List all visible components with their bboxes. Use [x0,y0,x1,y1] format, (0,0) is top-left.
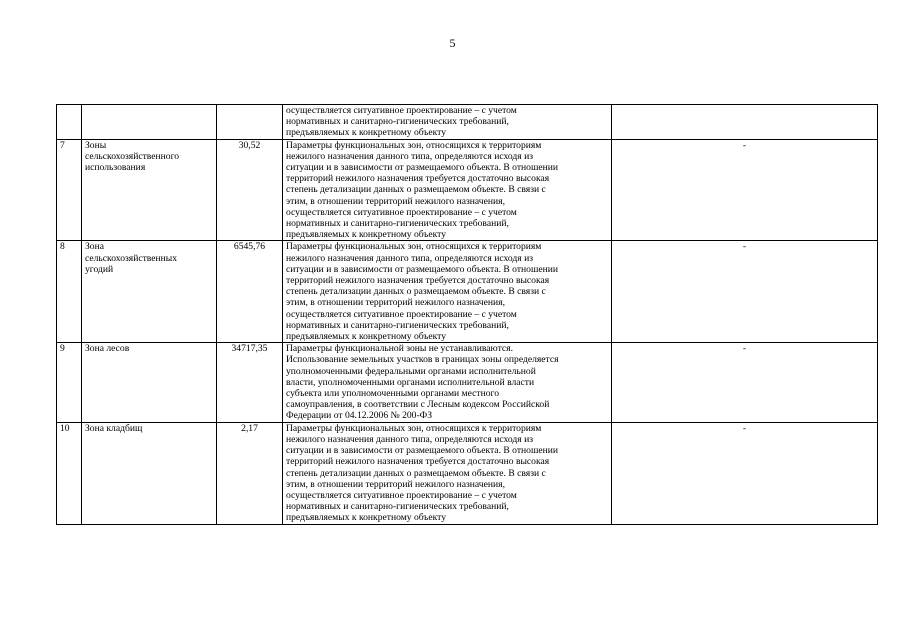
zone-area-cell [217,241,283,343]
params-line: власти, уполномоченными органами исполнительной власти [286,376,535,388]
zone-extra-cell [612,241,878,343]
zone-name-line: угодий [85,263,114,275]
params-line: Параметры функциональных зон, относящихся к территориям [286,422,542,434]
params-line: степень детализации данных о размещаемом объекте. В связи с [286,286,546,298]
zone-name-line: использования [85,162,146,174]
zone-area: 34717,35 [231,343,268,355]
zone-extra-cell [612,343,878,422]
params-line: осуществляется ситуативное проектирование – с учетом [286,105,517,116]
row-number-cell [57,241,82,343]
row-number-cell [57,343,82,422]
params-line: Параметры функциональных зон, относящихся к территориям [286,241,542,253]
row-number: 7 [60,139,65,151]
zone-extra: - [742,241,747,253]
zone-params-cell [283,343,612,422]
zone-extra-cell [612,422,878,524]
row-number-cell [57,422,82,524]
row-number: 10 [60,422,70,434]
zone-extra: - [742,422,747,434]
zone-name-line: Зона [85,241,104,253]
params-line: Использование земельных участков в границах зоны определяется [286,354,559,366]
params-line: нормативных и санитарно-гигиенических требований, [286,116,509,128]
params-line: этим, в отношении территорий нежилого назначения, [286,478,505,490]
zone-name-line: Зона лесов [85,343,130,355]
zone-name-cell [82,422,217,524]
params-line: Федерации от 04.12.2006 № 200-ФЗ [286,410,433,422]
table-row [57,139,878,241]
zone-extra: - [742,343,747,355]
zone-area-cell [217,105,283,140]
zone-name-line: Зоны [85,139,107,151]
params-line: ситуации и в зависимости от размещаемого объекта. В отношении [286,445,559,457]
zones-table [56,104,878,525]
params-line: субъекта или уполномоченными органами местного [286,388,500,400]
table-row [57,241,878,343]
row-number: 9 [60,343,65,355]
params-line: территорий нежилого назначения требуется достаточно высокая [286,456,550,468]
params-line: Параметры функциональных зон, относящихся к территориям [286,139,542,151]
params-line: предъявляемых к конкретному объекту [286,229,447,241]
params-line: осуществляется ситуативное проектирование – с учетом [286,308,517,320]
params-line: территорий нежилого назначения требуется достаточно высокая [286,173,550,185]
row-number: 8 [60,241,65,253]
params-line: предъявляемых к конкретному объекту [286,331,447,343]
params-line: осуществляется ситуативное проектирование – с учетом [286,489,517,501]
params-line: предъявляемых к конкретному объекту [286,127,447,139]
zone-name-line: Зона кладбищ [85,422,143,434]
params-line: степень детализации данных о размещаемом объекте. В связи с [286,184,546,196]
params-line: этим, в отношении территорий нежилого назначения, [286,297,505,309]
params-line: нормативных и санитарно-гигиенических требований, [286,501,509,513]
params-line: осуществляется ситуативное проектирование – с учетом [286,206,517,218]
zone-name-line: сельскохозяйственных [85,252,178,264]
zone-area-cell [217,139,283,241]
zone-area: 30,52 [238,139,261,151]
params-line: степень детализации данных о размещаемом объекте. В связи с [286,467,546,479]
params-line: ситуации и в зависимости от размещаемого объекта. В отношении [286,162,559,174]
table-row [57,343,878,422]
params-line: нормативных и санитарно-гигиенических требований, [286,218,509,230]
row-number-cell [57,139,82,241]
params-line: предъявляемых к конкретному объекту [286,512,447,524]
table-row [57,422,878,524]
zone-params-cell [283,422,612,524]
zone-area: 6545,76 [233,241,266,253]
table-row-continuation [57,105,878,140]
params-line: уполномоченными федеральными органами исполнительной [286,365,536,377]
zone-name-cell [82,241,217,343]
params-line: Параметры функциональной зоны не устанавливаются. [286,343,513,355]
params-line: нежилого назначения данного типа, определяются исходя из [286,252,534,264]
zone-name-cell [82,343,217,422]
params-line: нежилого назначения данного типа, определяются исходя из [286,150,534,162]
page-number: 5 [449,36,456,50]
params-line: нежилого назначения данного типа, определяются исходя из [286,433,534,445]
params-line: ситуации и в зависимости от размещаемого объекта. В отношении [286,263,559,275]
zone-name-cell [82,139,217,241]
zone-area-cell [217,422,283,524]
zone-extra-cell [612,139,878,241]
zone-params-cell [283,139,612,241]
params-line: нормативных и санитарно-гигиенических требований, [286,319,509,331]
row-number-cell [57,105,82,140]
zone-area-cell [217,343,283,422]
params-line: территорий нежилого назначения требуется достаточно высокая [286,275,550,287]
params-line: самоуправления, в соответствии с Лесным кодексом Российской [286,399,550,411]
zone-name-line: сельскохозяйственного [85,150,180,162]
zone-extra: - [742,139,747,151]
zone-extra-cell [612,105,878,140]
zone-area: 2,17 [241,422,258,434]
zone-name-cell [82,105,217,140]
zone-params-cell [283,105,612,140]
params-line: этим, в отношении территорий нежилого назначения, [286,195,505,207]
zone-params-cell [283,241,612,343]
